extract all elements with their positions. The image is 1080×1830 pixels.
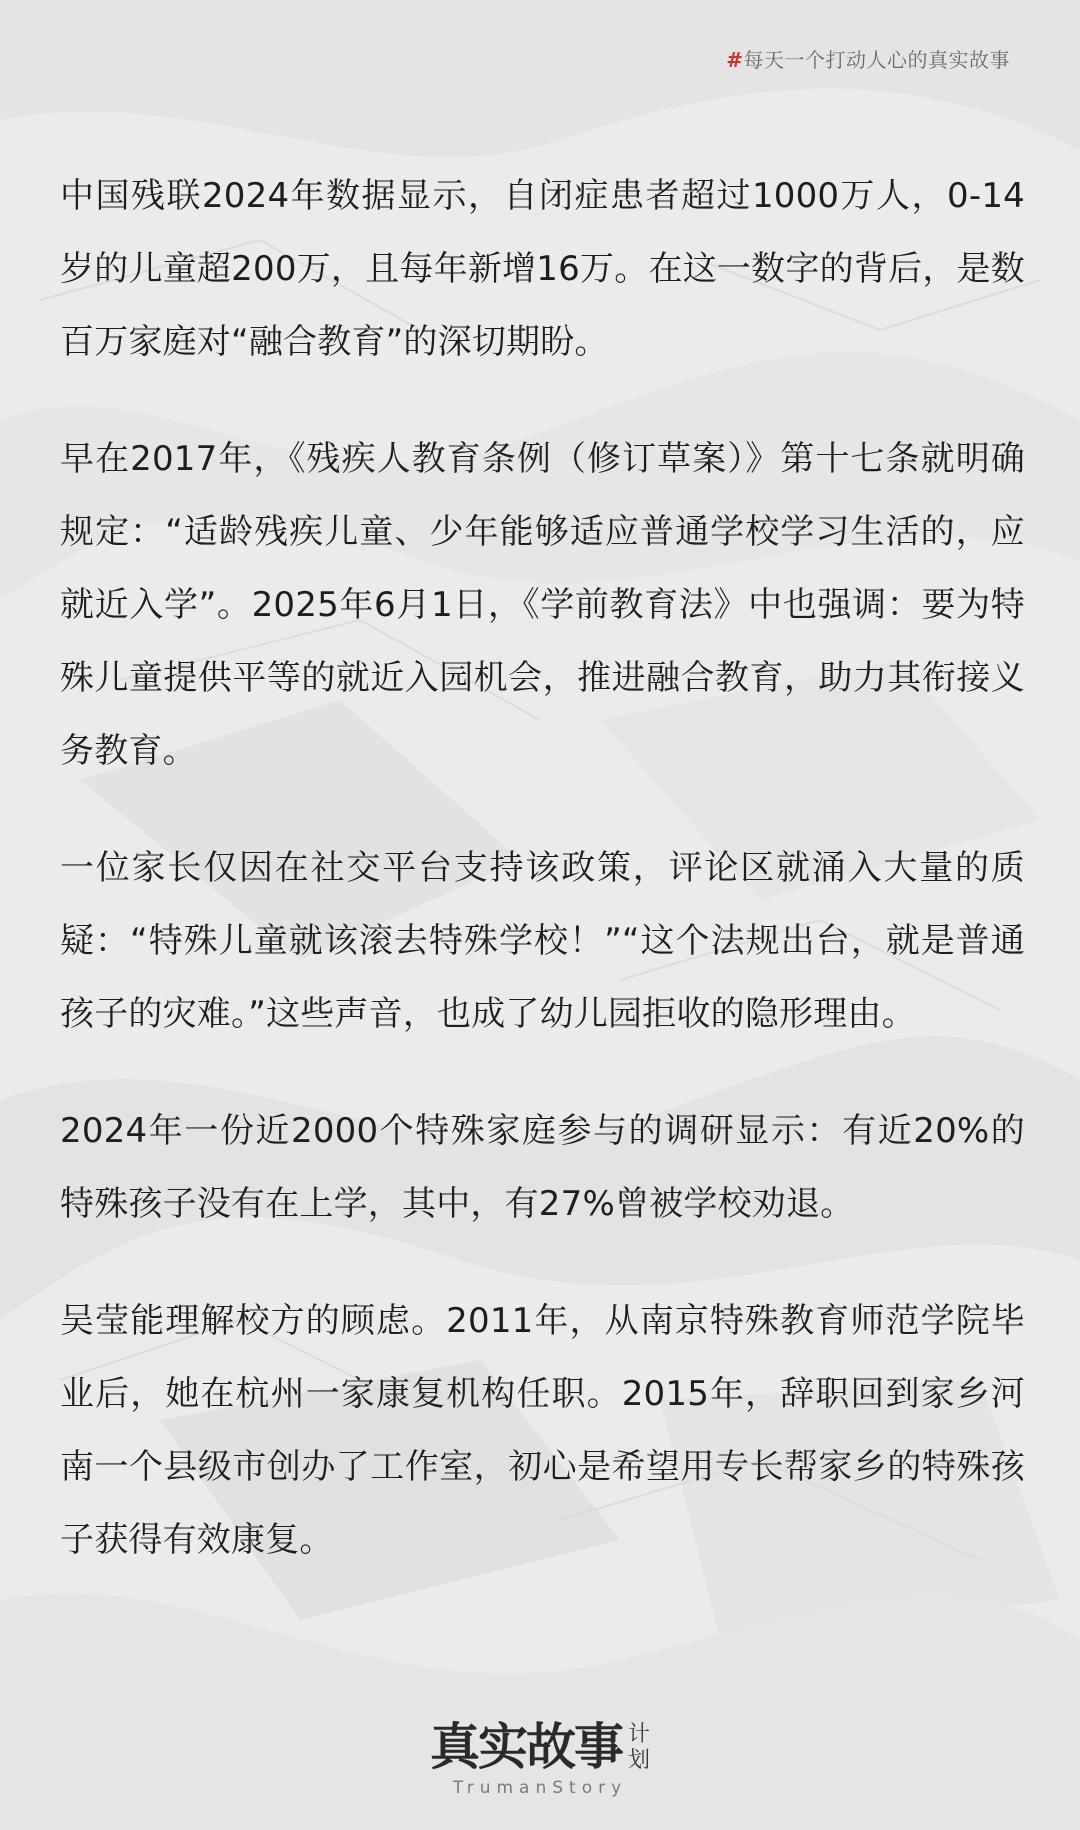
paragraph: 2024年一份近2000个特殊家庭参与的调研显示：有近20%的特殊孩子没有在上学，其中，有27%曾被学校劝退。	[60, 1111, 1025, 1224]
topic-tag-text: 每天一个打动人心的真实故事	[743, 48, 1010, 72]
logo-title: 真实故事	[429, 1717, 622, 1776]
article-body	[60, 160, 1025, 1621]
logo-mark	[430, 1718, 650, 1776]
brand-logo	[0, 1718, 1080, 1798]
paragraph: 早在2017年，《残疾人教育条例（修订草案）》第十七条就明确规定：“适龄残疾儿童、少年能够适应普通学校学习生活的，应就近入学”。2025年6月1日，《学前教育法》中也强调：要为特殊儿童提供平等的就近入园机会，推进融合教育，助力其衔接义务教育。	[60, 439, 1025, 771]
paragraph: 一位家长仅因在社交平台支持该政策，评论区就涌入大量的质疑：“特殊儿童就该滚去特殊学校！”“这个法规出台，就是普通孩子的灾难。”这些声音，也成了幼儿园拒收的隐形理由。	[60, 848, 1025, 1034]
paragraph: 中国残联2024年数据显示，自闭症患者超过1000万人，0-14岁的儿童超200万，且每年新增16万。在这一数字的背后，是数百万家庭对“融合教育”的深切期盼。	[60, 176, 1025, 362]
hashtag-symbol: #	[726, 48, 744, 72]
logo-subtitle: TrumanStory	[452, 1778, 628, 1798]
paragraph: 吴莹能理解校方的顾虑。2011年，从南京特殊教育师范学院毕业后，她在杭州一家康复机构任职。2015年，辞职回到家乡河南一个县级市创办了工作室，初心是希望用专长帮家乡的特殊孩子获得有效康复。	[60, 1301, 1025, 1560]
logo-side-char: 划	[627, 1748, 650, 1773]
topic-tag[interactable]	[726, 44, 1010, 73]
logo-side-char: 计	[627, 1722, 650, 1747]
logo-side-text	[628, 1722, 650, 1774]
